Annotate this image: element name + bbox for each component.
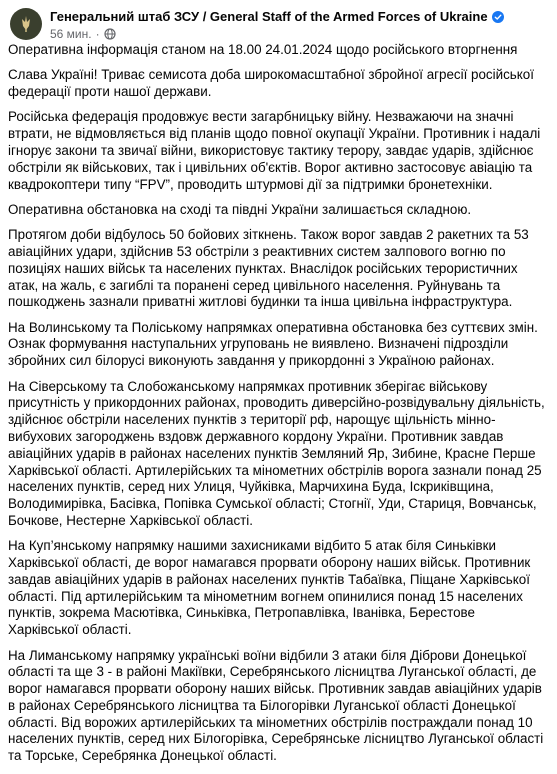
page-name-row: [50, 9, 504, 25]
header-text: [50, 8, 504, 42]
post-paragraph: Протягом доби відбулось 50 бойових зіткнень. Також ворог завдав 2 ракетних та 53 авіаційних удари, здійснив 53 обстріли з реактивних систем залпового вогню по позиціях наших військ та населених пунктах. Внаслідок російських терористичних атак, на жаль, є загиблі та поранені серед цивільного населення. Руйнувань та пошкоджень зазнали приватні житлові будинки та інша цивільна інфраструктура.: [8, 227, 529, 310]
post-paragraph: Оперативна обстановка на сході та півдні України залишається складною.: [8, 201, 472, 217]
post-header: [0, 0, 557, 48]
verified-badge-icon: [492, 11, 504, 23]
post-timestamp[interactable]: 56 мин.: [50, 27, 92, 41]
post-body: [0, 42, 557, 774]
page-avatar[interactable]: [10, 8, 42, 40]
post-meta: [50, 26, 504, 42]
globe-icon[interactable]: [104, 28, 116, 40]
trident-emblem-icon: [16, 14, 36, 34]
post-paragraph: Російська федерація продовжує вести загарбницьку війну. Незважаючи на значні втрати, не відмовляється від планів щодо повної окупації України. Противник і надалі ігнорує закони та звичаї війни, використовує тактику терору, завдає ударів, здійснює обстріли як військових, так і цивільних об'єктів. Ворог активно застосовує авіацію та квадрокоптери типу “FPV”, проводить штурмові дії за підтримки бронетехніки.: [8, 109, 541, 192]
post-paragraph: На Куп’янському напрямку нашими захисниками відбито 5 атак біля Синьківки Харківської області, де ворог намагався прорвати оборону наших військ. Противник завдав авіаційних ударів в районах населених пунктів Табаївка, Піщане Харківської області. Під артилерійським та мінометним вогнем опинилися понад 15 населених пунктів, зокрема Масютівка, Синьківка, Петропавлівка, Іванівка, Берестове Харківської області.: [8, 538, 531, 638]
post-paragraph: На Сіверському та Слобожанському напрямках противник зберігає військову присутність у прикордонних районах, проводить диверсійно-розвідувальну діяльність, здійснює обстріли населених пунктів з території рф, нарощує щільність мінно-вибухових загороджень вздовж державного кордону України. Противник завдав авіаційних ударів в районах населених пунктів Земляний Яр, Зибине, Красне Перше Харківської області. Артилерійських та мінометних обстрілів ворога зазнали понад 25 населених пунктів, серед них Улиця, Чуйківка, Марчихина Буда, Іскриківщина, Володимирівка, Басівка, Попівка Сумської області; Стогнії, Уди, Стариця, Вовчанськ, Бочкове, Нестерне Харківської області.: [8, 378, 545, 528]
meta-separator: ·: [95, 27, 100, 41]
post-paragraph: На Волинському та Поліському напрямках оперативна обстановка без суттєвих змін. Ознак формування наступальних угруповань не виявлено. Визначені підрозділи збройних сил білорусі виконують завдання у прикордонні з Україною районах.: [8, 319, 538, 369]
post-paragraph: Слава Україні! Триває семисота доба широкомасштабної збройної агресії російської федерації проти нашої держави.: [8, 67, 534, 100]
page-name-link[interactable]: Генеральний штаб ЗСУ / General Staff of the Armed Forces of Ukraine: [50, 9, 488, 24]
post-paragraph: Оперативна інформація станом на 18.00 24.01.2024 щодо російського вторгнення: [8, 42, 518, 57]
post-paragraph: На Лиманському напрямку українські воїни відбили 3 атаки біля Діброви Донецької області та ще 3 - в районі Макіївки, Серебрянського лісництва Луганської області, де ворог намагався прорвати оборону наших військ. Противник завдав авіаційних ударів в районах Серебрянського лісництва та Білогорівки Луганської області Донецької області. Від ворожих артилерійських та мінометних обстрілів постраждали понад 10 населених пунктів, серед них Білогорівка, Серебрянське лісництво Луганської області та Торське, Серебрянка Донецької області.: [8, 647, 544, 764]
